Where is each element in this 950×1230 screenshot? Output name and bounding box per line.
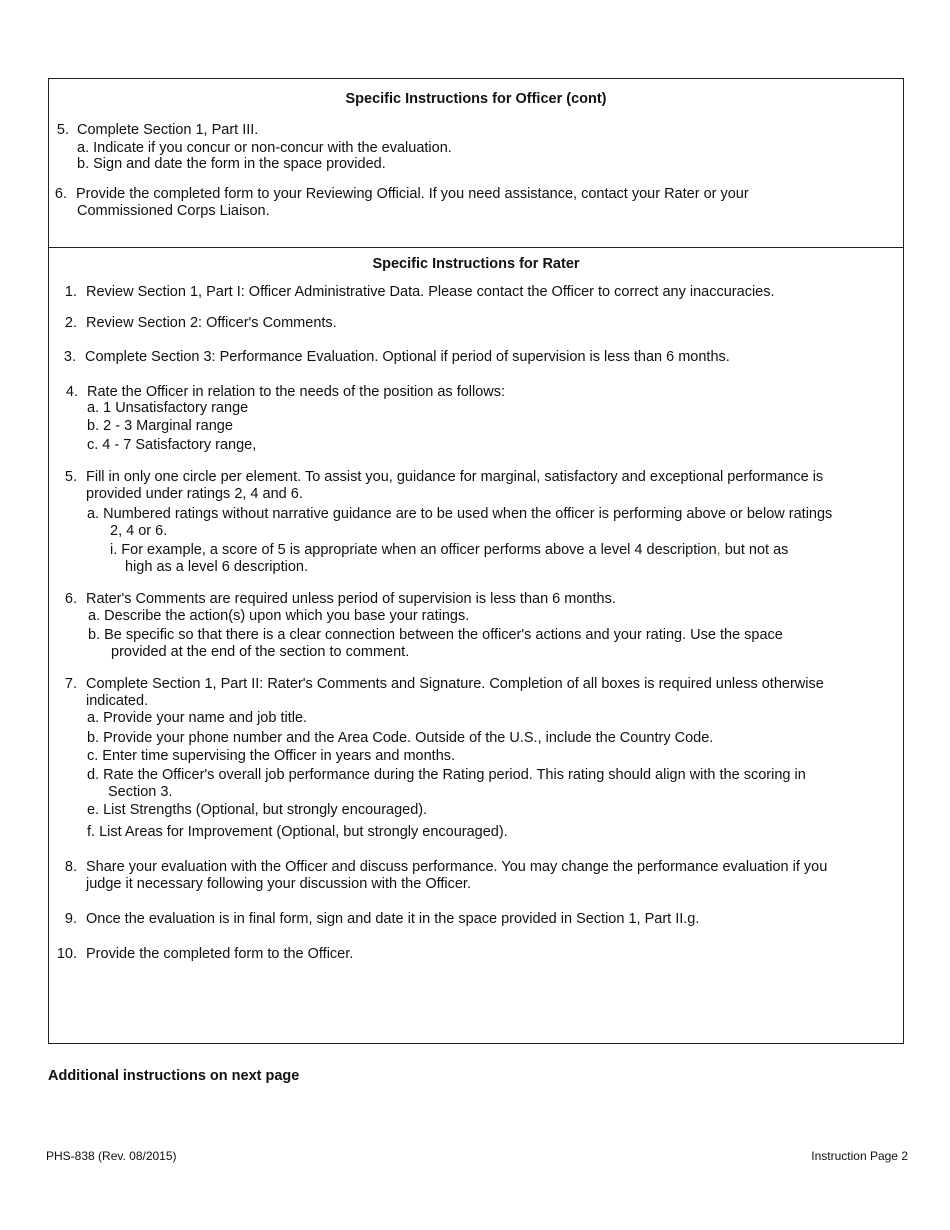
officer-instructions-title: Specific Instructions for Officer (cont) [345,91,607,107]
rater-item-8-line1: Share your evaluation with the Officer and discuss performance. You may change the performance evaluation if you [86,859,828,875]
rater-item-5-line2: provided under ratings 2, 4 and 6. [86,486,303,502]
form-id: PHS-838 (Rev. 08/2015) [46,1149,177,1163]
rater-item-6-number: 6. [64,591,77,607]
rater-item-10-number: 10. [56,946,77,962]
officer-item-5-text: Complete Section 1, Part III. [77,122,259,138]
rater-item-5ai-line2: high as a level 6 description. [125,559,308,575]
rater-item-5-number: 5. [64,469,77,485]
rater-item-3-text: Complete Section 3: Performance Evaluation. Optional if period of supervision is less than 6 months. [85,349,730,365]
rater-item-2-text: Review Section 2: Officer's Comments. [86,315,337,331]
officer-instructions-box [48,78,904,249]
officer-item-6-line2: Commissioned Corps Liaison. [77,203,270,219]
rater-item-5ai-line1: i. For example, a score of 5 is appropriate when an officer performs above a level 4 description, but not as [110,542,789,558]
rater-instructions-box [48,247,904,1044]
rater-item-8-number: 8. [64,859,77,875]
rater-item-7a: a. Provide your name and job title. [87,710,308,726]
rater-item-7e: e. List Strengths (Optional, but strongly encouraged). [87,802,428,818]
rater-item-4b: b. 2 - 3 Marginal range [87,418,233,434]
rater-item-4c: c. 4 - 7 Satisfactory range, [87,437,257,453]
rater-item-5a-line1: a. Numbered ratings without narrative guidance are to be used when the officer is performing above or below ratings [87,506,833,522]
rater-item-9-number: 9. [64,911,77,927]
rater-item-7b: b. Provide your phone number and the Area Code. Outside of the U.S., include the Country Code. [87,730,714,746]
rater-item-7f: f. List Areas for Improvement (Optional, but strongly encouraged). [87,824,508,840]
rater-item-6-text: Rater's Comments are required unless period of supervision is less than 6 months. [86,591,616,607]
rater-item-7-line1: Complete Section 1, Part II: Rater's Comments and Signature. Completion of all boxes is required unless otherwise [86,676,824,692]
rater-item-7d-line1: d. Rate the Officer's overall job performance during the Rating period. This rating should align with the scoring in [87,767,806,783]
rater-item-2-number: 2. [64,315,77,331]
officer-item-6-line1: Provide the completed form to your Reviewing Official. If you need assistance, contact your Rater or your [76,186,749,202]
rater-instructions-title: Specific Instructions for Rater [372,256,580,272]
officer-item-5b: b. Sign and date the form in the space provided. [77,156,386,172]
rater-item-7-number: 7. [64,676,77,692]
rater-item-5a-line2: 2, 4 or 6. [110,523,168,539]
rater-item-7c: c. Enter time supervising the Officer in years and months. [87,748,456,764]
highlighted-comma: , [716,542,721,558]
additional-instructions-note: Additional instructions on next page [48,1068,300,1084]
rater-item-3-number: 3. [63,349,76,365]
rater-item-7-line2: indicated. [86,693,149,709]
rater-item-4a: a. 1 Unsatisfactory range [87,400,249,416]
rater-item-10-text: Provide the completed form to the Officer. [86,946,354,962]
rater-item-1-number: 1. [64,284,77,300]
rater-item-7d-line2: Section 3. [108,784,173,800]
page-number: Instruction Page 2 [811,1149,908,1163]
rater-item-4-text: Rate the Officer in relation to the needs of the position as follows: [87,384,506,400]
rater-item-1-text: Review Section 1, Part I: Officer Administrative Data. Please contact the Officer to correct any inaccuracies. [86,284,775,300]
rater-item-9-text: Once the evaluation is in final form, sign and date it in the space provided in Section 1, Part II.g. [86,911,700,927]
rater-item-5-line1: Fill in only one circle per element. To assist you, guidance for marginal, satisfactory and exceptional performance is [86,469,824,485]
rater-item-6a: a. Describe the action(s) upon which you base your ratings. [88,608,470,624]
officer-item-5a: a. Indicate if you concur or non-concur with the evaluation. [77,140,452,156]
rater-item-6b-line2: provided at the end of the section to comment. [111,644,410,660]
rater-item-4-number: 4. [65,384,78,400]
officer-item-6-number: 6. [54,186,67,202]
rater-item-8-line2: judge it necessary following your discussion with the Officer. [86,876,471,892]
officer-item-5-number: 5. [56,122,69,138]
rater-item-6b-line1: b. Be specific so that there is a clear connection between the officer's actions and your rating. Use the space [88,627,783,643]
